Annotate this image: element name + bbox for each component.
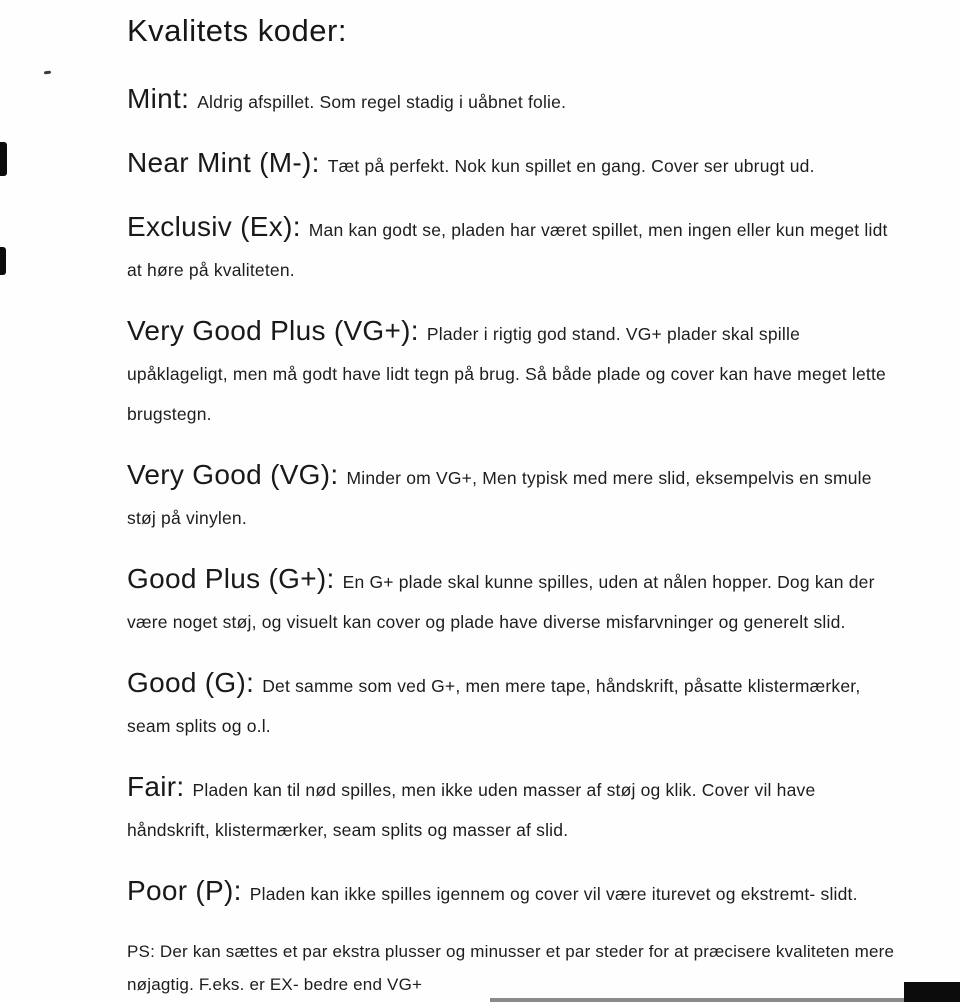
scan-artifact-bottom-strip <box>490 998 920 1002</box>
quality-entry-exclusiv <box>127 207 898 290</box>
quality-description: Tæt på perfekt. Nok kun spillet en gang. Cover ser ubrugt ud. <box>327 156 815 177</box>
quality-description: En G+ plade skal kunne spilles, uden at nålen hopper. Dog kan der være noget støj, og visuelt kan cover og plade have diverse misfarvninger og generelt slid. <box>127 572 875 633</box>
quality-entry-very-good <box>127 455 898 538</box>
quality-entry-good <box>127 663 898 746</box>
quality-entry-good-plus <box>127 559 898 642</box>
page-title: Kvalitets koder: <box>127 13 347 48</box>
quality-entry-fair <box>127 767 898 850</box>
quality-description: Pladen kan ikke spilles igennem og cover vil være iturevet og ekstremt- slidt. <box>249 884 858 905</box>
quality-term: Exclusiv (Ex): <box>127 211 301 243</box>
quality-term: Near Mint (M-): <box>127 147 320 179</box>
quality-entry-very-good-plus <box>127 311 898 434</box>
ps-note: PS: Der kan sættes et par ekstra plusser og minusser et par steder for at præcisere kvaliteten mere nøjagtig. F.eks. er EX- bedre end VG+ <box>127 942 895 995</box>
quality-term: Very Good Plus (VG+): <box>127 315 419 347</box>
quality-description: Aldrig afspillet. Som regel stadig i uåbnet folie. <box>197 92 567 113</box>
quality-description: Pladen kan til nød spilles, men ikke uden masser af støj og klik. Cover vil have håndskrift, klistermærker, seam splits og masser af slid. <box>127 780 816 841</box>
quality-entry-mint <box>127 79 898 122</box>
quality-entry-near-mint <box>127 143 898 186</box>
quality-term: Good Plus (G+): <box>127 563 335 595</box>
quality-description: Man kan godt se, pladen har været spillet, men ingen eller kun meget lidt at høre på kvaliteten. <box>127 220 888 281</box>
quality-description: Det samme som ved G+, men mere tape, håndskrift, påsatte klistermærker, seam splits og o.l. <box>127 676 861 737</box>
quality-term: Mint: <box>127 83 190 115</box>
quality-term: Fair: <box>127 771 185 803</box>
quality-description: Plader i rigtig god stand. VG+ plader skal spille upåklageligt, men må godt have lidt tegn på brug. Så både plade og cover kan have meget lette brugstegn. <box>127 324 886 425</box>
quality-term: Very Good (VG): <box>127 459 339 491</box>
scan-artifact-left-edge-mark <box>0 247 6 275</box>
quality-term: Poor (P): <box>127 875 242 907</box>
quality-description: Minder om VG+, Men typisk med mere slid, eksempelvis en smule støj på vinylen. <box>127 468 872 529</box>
quality-entry-poor <box>127 871 898 914</box>
scan-artifact-left-edge-mark <box>0 142 7 176</box>
scan-artifact-bottom-corner <box>904 982 960 1002</box>
quality-term: Good (G): <box>127 667 255 699</box>
